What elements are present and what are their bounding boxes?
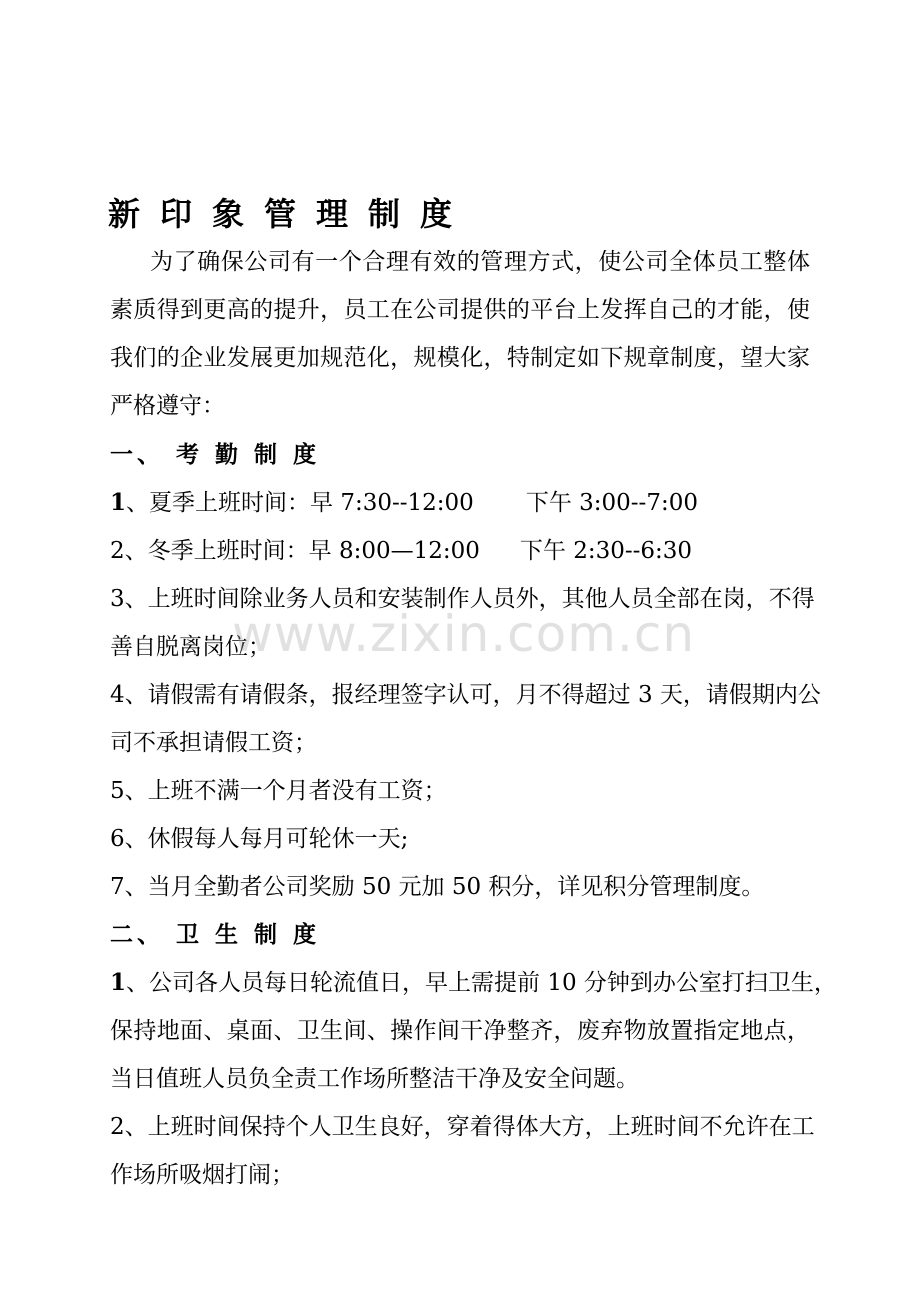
- item-number: 1: [110, 969, 127, 996]
- attendance-item-4-line-2: 司不承担请假工资；: [110, 730, 317, 756]
- attendance-item-3-line-1: 3、上班时间除业务人员和安装制作人员外，其他人员全部在岗，不得: [110, 586, 815, 612]
- winter-morning-hours: 2、冬季上班时间：早 8:00—12:00: [110, 538, 480, 564]
- intro-line-4: 严格遵守：: [110, 393, 225, 419]
- hygiene-item-1-line-1: [110, 968, 837, 998]
- attendance-item-7: 7、当月全勤者公司奖励 50 元加 50 积分，详见积分管理制度。: [110, 874, 765, 900]
- attendance-item-2: [110, 536, 692, 566]
- attendance-item-5: 5、上班不满一个月者没有工资；: [110, 778, 447, 804]
- item-number: 1: [110, 489, 127, 516]
- attendance-item-6: 6、休假每人每月可轮休一天;: [110, 826, 409, 852]
- hygiene-item-1-text: 、公司各人员每日轮流值日，早上需提前 10 分钟到办公室打扫卫生，: [126, 970, 837, 996]
- hygiene-item-2-line-1: 2、上班时间保持个人卫生良好，穿着得体大方，上班时间不允许在工: [110, 1114, 815, 1140]
- intro-line-1: 为了确保公司有一个合理有效的管理方式，使公司全体员工整体: [150, 249, 810, 275]
- document-title: 新印象管理制度: [108, 195, 473, 233]
- winter-afternoon-hours: 下午 2:30--6:30: [519, 538, 693, 564]
- section-heading-attendance: 一、 考 勤 制 度: [110, 441, 321, 468]
- summer-morning-hours: 、夏季上班时间：早 7:30--12:00: [126, 490, 474, 516]
- attendance-item-1: [110, 488, 698, 518]
- hygiene-item-1-line-2: 保持地面、桌面、卫生间、操作间干净整齐，废弃物放置指定地点，: [110, 1018, 810, 1044]
- attendance-item-4-line-1: 4、请假需有请假条，报经理签字认可，月不得超过 3 天，请假期内公: [110, 682, 821, 708]
- watermark: www.zixin.com.cn: [232, 605, 696, 663]
- summer-afternoon-hours: 下午 3:00--7:00: [525, 490, 698, 516]
- hygiene-item-1-line-3: 当日值班人员负全责工作场所整洁干净及安全问题。: [110, 1066, 639, 1092]
- attendance-item-3-line-2: 善自脱离岗位；: [110, 634, 271, 660]
- intro-line-2: 素质得到更高的提升，员工在公司提供的平台上发挥自己的才能，使: [110, 297, 810, 323]
- hygiene-item-2-line-2: 作场所吸烟打闹；: [110, 1162, 294, 1188]
- section-heading-hygiene: 二、 卫 生 制 度: [110, 921, 321, 948]
- intro-line-3: 我们的企业发展更加规范化，规模化，特制定如下规章制度，望大家: [110, 345, 810, 371]
